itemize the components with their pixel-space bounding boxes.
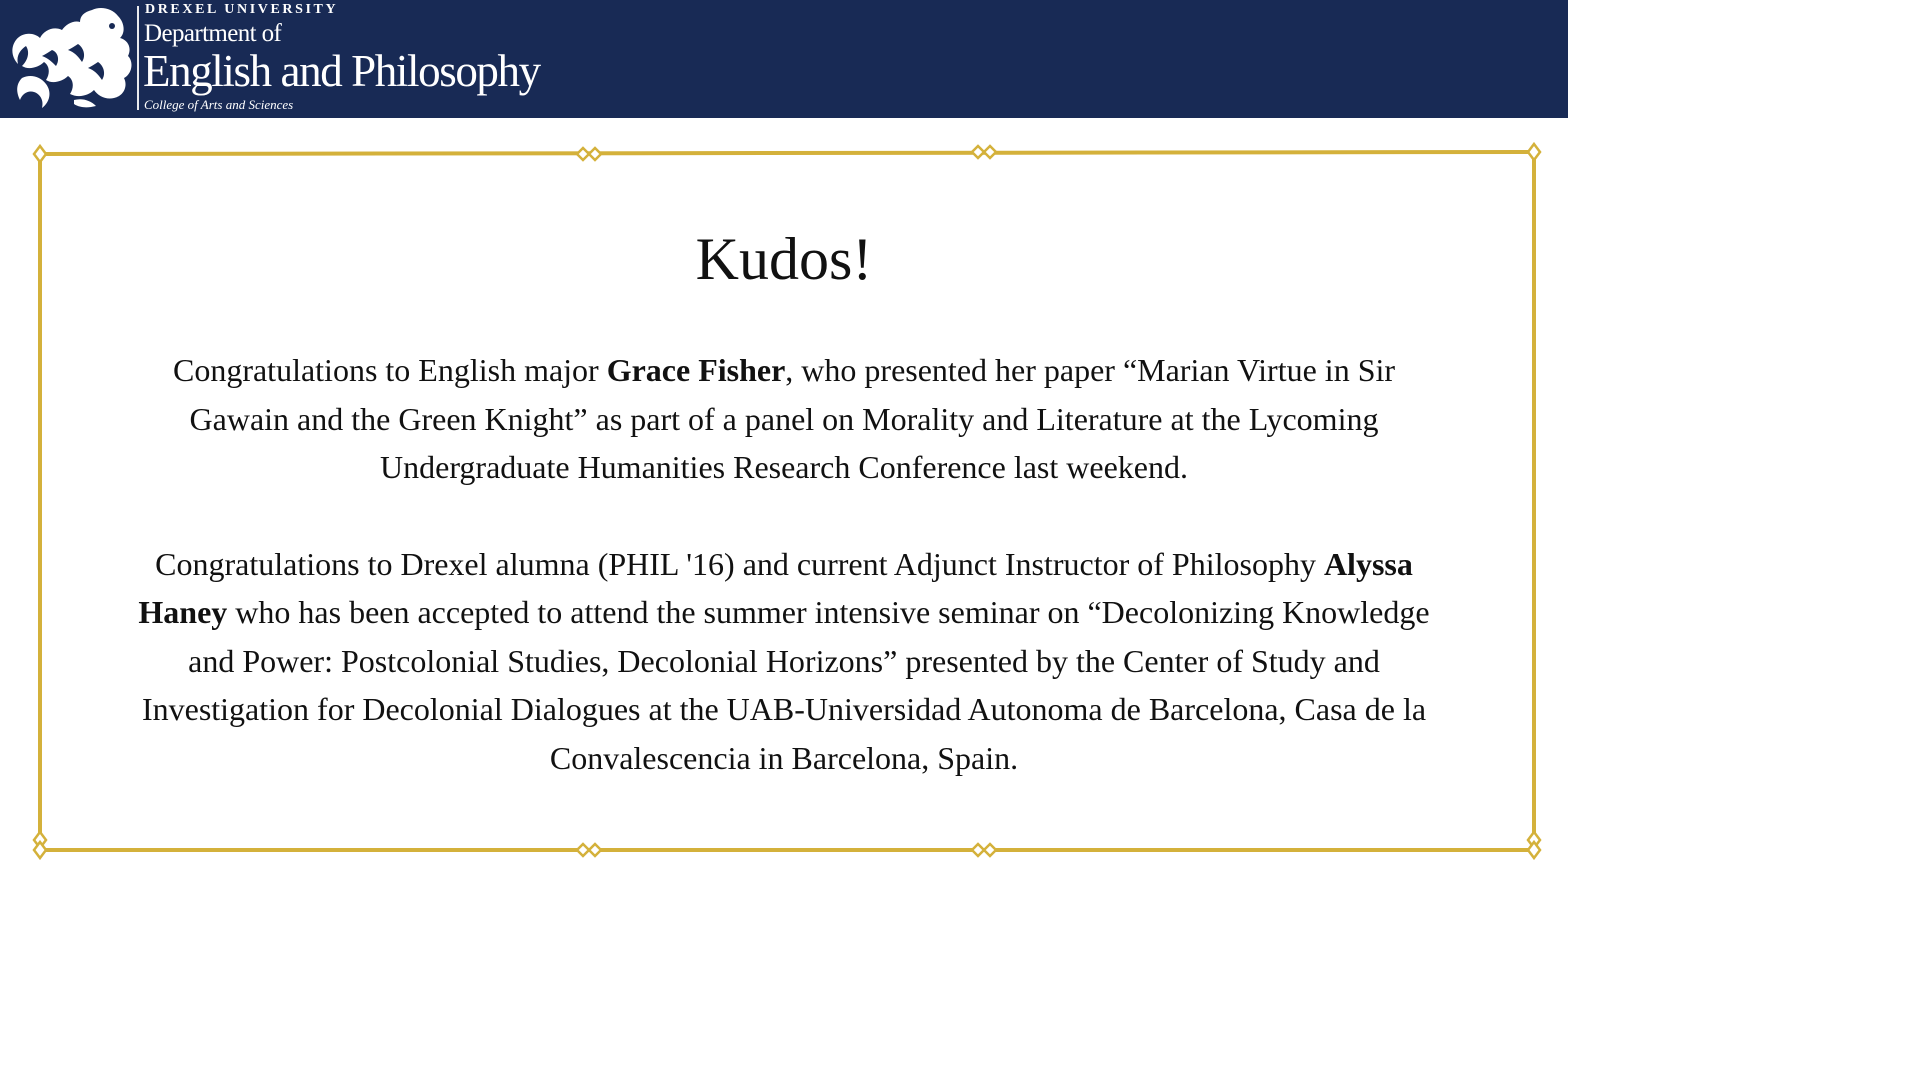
department-name: English and Philosophy	[143, 46, 540, 96]
page-title: Kudos!	[695, 226, 873, 292]
honoree-name: Grace Fisher	[606, 352, 786, 388]
kudos-paragraph-1	[134, 346, 1434, 492]
university-name: DREXEL UNIVERSITY	[145, 2, 339, 17]
paragraph-text: Congratulations to Drexel alumna (PHIL '16) and current Adjunct Instructor of Philosophy	[155, 545, 1324, 582]
department-of-label: Department of	[144, 20, 282, 47]
paragraph-text: Congratulations to English major	[172, 352, 607, 388]
paragraph-text: who has been accepted to attend the summer intensive seminar on “Decolonizing Knowledge and Power: Postcolonial Studies, Decolonial Horizons” presented by the Center of Study and Investigation for Decolonial Dialogues at the UAB-Universidad Autonoma de Barcelona, Casa de la Convalescencia in Barcelona, Spain.	[141, 594, 1430, 776]
paragraph-text: , who presented her paper “Marian Virtue in Sir Gawain and the Green Knight” as part of a panel on Morality and Literature at the Lycoming Undergraduate Humanities Research Conference last weekend.	[189, 352, 1396, 485]
frame-top-border	[40, 152, 1534, 154]
kudos-content	[100, 224, 1468, 782]
kudos-paragraph-2	[134, 540, 1434, 783]
honoree-name: Alyssa Haney	[138, 545, 1413, 630]
college-name: College of Arts and Sciences	[144, 97, 294, 112]
